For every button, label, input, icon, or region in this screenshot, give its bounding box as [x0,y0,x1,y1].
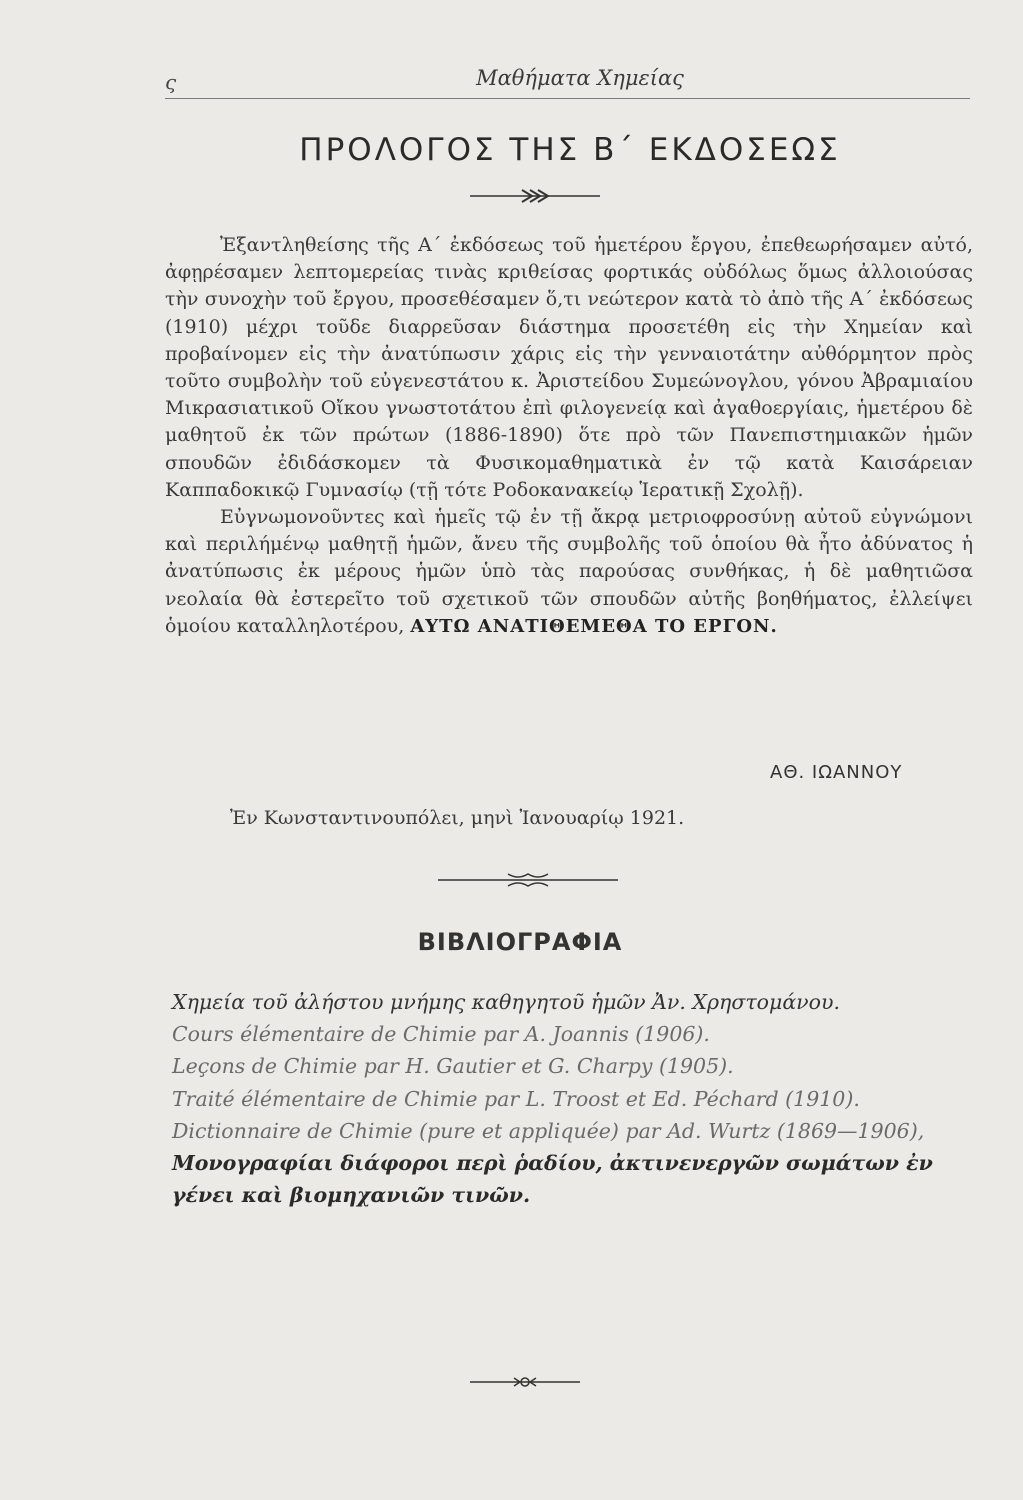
page-number: ς [165,70,177,94]
end-ornament [470,1372,580,1392]
title-ornament [470,186,600,206]
running-header [165,62,970,99]
bibliography-title: ΒΙΒΛΙΟΓΡΑΦΙΑ [417,928,623,956]
bibliography-entry: Dictionnaire de Chimie (pure et appliquée) par Ad. Wurtz (1869—1906), [172,1118,925,1143]
bibliography-entry: Μονογραφίαι διάφοροι περὶ ῥαδίου, ἀκτινενεργῶν σωμάτων ἐν γένει καὶ βιομηχανιῶν τινῶν. [172,1151,933,1208]
prologue-paragraph-1: Ἐξαντληθείσης τῆς Α΄ ἐκδόσεως τοῦ ἡμετέρου ἔργου, ἐπεθεωρήσαμεν αὐτό, ἀφῃρέσαμεν λεπτομερείας τινὰς κριθείσας φορτικάς οὐδόλως ὅμως ἀλλοιούσας τὴν συνοχὴν τοῦ ἔργου, προσεθέσαμεν ὅ,τι νεώτερον κατὰ τὸ ἀπὸ τῆς Α΄ ἐκδόσεως (1910) μέχρι τοῦδε διαρρεῦσαν διάστημα προσετέθη εἰς τὴν Χημείαν καὶ προβαίνομεν εἰς τὴν ἀνατύπωσιν χάρις εἰς τὴν γενναιοτάτην αὐθόρμητον πρὸς τοῦτο συμβολὴν τοῦ εὐγενεστάτου κ. Ἀριστείδου Συμεώνογλου, γόνου Ἀβραμιαίου Μικρασιατικοῦ Οἴκου γνωστοτάτου ἐπὶ φιλογενείᾳ καὶ ἀγαθοεργίαις, ἡμετέρου δὲ μαθητοῦ ἐκ τῶν πρώτων (1886-1890) ὅτε πρὸ τῶν Πανεπιστημιακῶν ἡμῶν σπουδῶν ἐδιδάσκομεν τὰ Φυσικομαθηματικὰ ἐν τῷ κατὰ Καισάρειαν Καππαδοκικῷ Γυμνασίῳ (τῇ τότε Ροδοκανακείῳ Ἱερατικῇ Σχολῇ). [165,234,973,501]
prologue-title: ΠΡΟΛΟΓΟΣ ΤΗΣ Β΄ ΕΚΔΟΣΕΩΣ [299,132,841,168]
dedication: ΑΥΤΩ ΑΝΑΤΙΘΕΜΕΘΑ ΤΟ ΕΡΓΟΝ. [410,615,778,637]
bibliography-list [172,986,974,1211]
bibliography-entry: Χημεία τοῦ ἀλήστου μνήμης καθηγητοῦ ἡμῶν Ἀν. Χρηστομάνου. [172,990,840,1014]
prologue-paragraph-2 [165,504,973,640]
prologue-body [165,232,973,640]
bibliography-entry: Traité élémentaire de Chimie par L. Troost et Ed. Péchard (1910). [172,1086,860,1111]
place-date: Ἐν Κωνσταντινουπόλει, μηνὶ Ἰανουαρίῳ 1921. [230,807,685,829]
bibliography-entry: Cours élémentaire de Chimie par A. Joannis (1906). [172,1022,710,1047]
running-title: Μαθήματα Χημείας [476,66,684,90]
author-signature: ΑΘ. ΙΩΑΝΝΟΥ [770,762,903,783]
section-ornament [438,868,618,892]
bibliography-entry: Leçons de Chimie par H. Gautier et G. Charpy (1905). [172,1054,734,1079]
prologue-paragraph-2-text: Εὐγνωμονοῦντες καὶ ἡμεῖς τῷ ἐν τῇ ἄκρᾳ μετριοφροσύνῃ αὐτοῦ εὐγνώμονι καὶ περιλήμένῳ μαθητῇ ἡμῶν, ἄνευ τῆς συμβολῆς τοῦ ὁποίου θὰ ἦτο ἀδύνατος ἡ ἀνατύπωσις ἐκ μέρους ἡμῶν ὑπὸ τὰς παρούσας συνθήκας, ἡ δὲ μαθητιῶσα νεολαία θὰ ἐστερεῖτο τοῦ σχετικοῦ τῶν σπουδῶν αὐτῆς βοηθήματος, ἐλλείψει ὁμοίου καταλληλοτέρου, [165,506,973,637]
